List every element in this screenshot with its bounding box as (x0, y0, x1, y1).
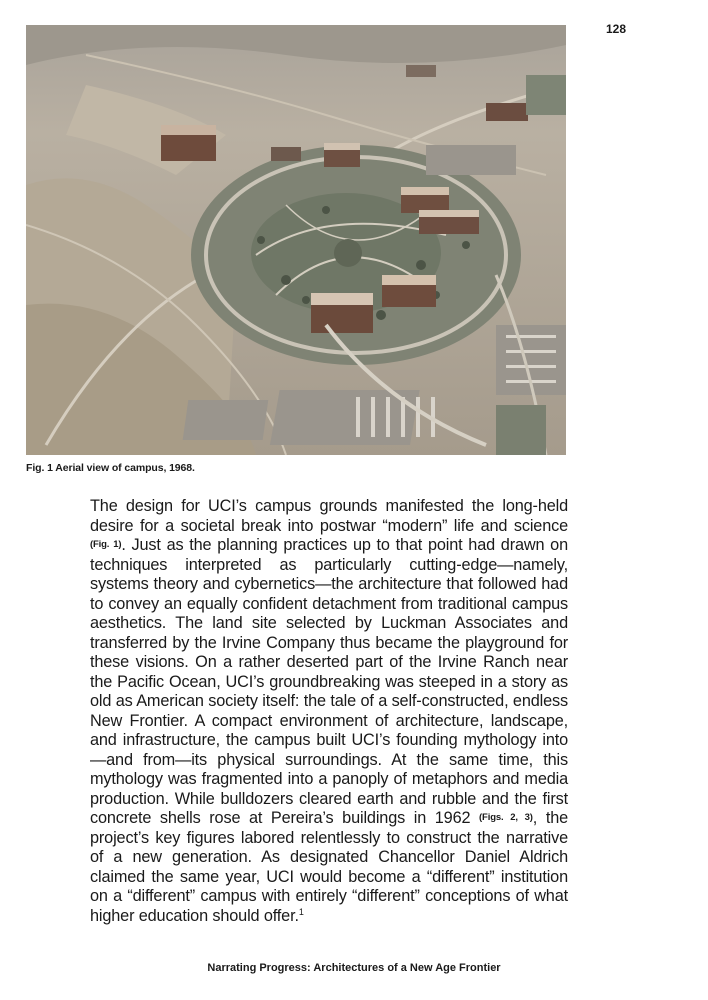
figure-caption: Fig. 1 Aerial view of campus, 1968. (26, 462, 195, 474)
figure-ref-2: (Figs. 2, 3) (479, 812, 533, 823)
page-number: 128 (606, 22, 627, 36)
footnote-marker: 1 (298, 906, 304, 917)
running-footer: Narrating Progress: Architectures of a New Age Frontier (207, 962, 501, 974)
body-paragraph (90, 497, 568, 926)
figure-ref-1: (Fig. 1) (90, 539, 122, 550)
aerial-campus-photo (26, 25, 566, 455)
body-segment-3: , the project’s key figures labored relentlessly to construct the narrative of a new generation. As designated Chancellor Daniel Aldrich claimed the same year, UCI would become a “different” institution on a “different” campus with entirely “different” conceptions of what higher education should offer. (90, 809, 569, 925)
body-segment-1: The design for UCI’s campus grounds manifested the long-held desire for a societal break into postwar “modern” life and science (90, 497, 568, 535)
body-segment-2: . Just as the planning practices up to that point had drawn on techniques interpreted as particularly cutting-edge—namely, systems theory and cybernetics—the architecture that followed had to convey an equally confident detachment from traditional campus aesthetics. The land site selected by Luckman Associates and transferred by the Irvine Company thus became the playground for these visions. On a rather deserted part of the Irvine Ranch near the Pacific Ocean, UCI’s groundbreaking was steeped in a story as old as American society itself: the tale of a self-constructed, endless New Frontier. A compact environment of architecture, landscape, and infrastructure, the campus built UCI’s founding mythology into—and from—its physical surroundings. At the same time, this mythology was fragmented into a panoply of metaphors and media production. While bulldozers cleared earth and rubble and the first concrete shells rose at Pereira’s buildings in 1962 (90, 536, 568, 827)
